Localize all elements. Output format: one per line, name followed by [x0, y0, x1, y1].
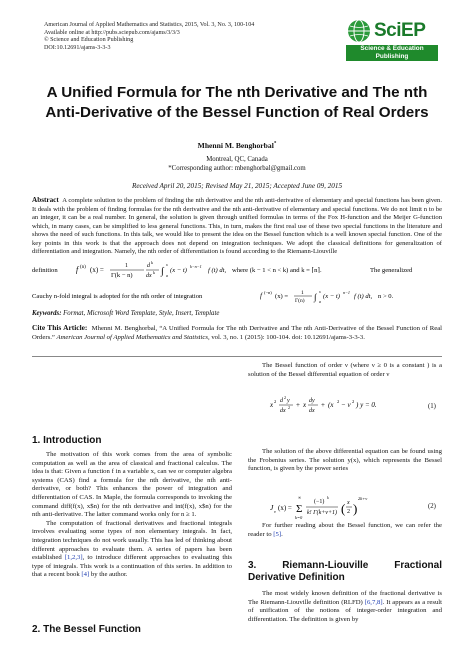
received-dates: Received April 20, 2015; Revised May 21, 2015; Accepted June 09, 2015	[131, 182, 343, 190]
citation-link-5[interactable]: [5]	[273, 530, 282, 538]
equation-2-number: (2)	[428, 503, 436, 510]
section-heading-riemann-liouville: 3. Riemann-Liouville Fractional Derivative Definition	[248, 560, 442, 583]
svg-text:+: +	[296, 401, 300, 409]
frobenius-text: The solution of the above differential equation can be found using the Frobenius series. The solution y(x), which represents the Bessel function, is given by the power series	[248, 448, 442, 473]
svg-text:where (k − 1 < n < k) and k =: where (k − 1 < n < k) and k = ⌈n⌉.	[232, 267, 322, 274]
svg-text:∫: ∫	[314, 292, 317, 302]
cauchy-tail: n > 0.	[378, 293, 394, 300]
copyright-line: © Science and Education Publishing	[44, 37, 134, 44]
svg-text:f: f	[76, 265, 79, 274]
abstract-label: Abstract	[32, 196, 59, 204]
svg-text:k: k	[327, 495, 329, 500]
rlfd-paragraph	[248, 590, 442, 624]
svg-text:dx: dx	[309, 408, 315, 414]
globe-icon	[346, 18, 372, 44]
bessel-intro-text: The Bessel function of order ν (where ν ≥ 0 is a constant ) is a solution of the Bessel differential equation of order ν	[248, 362, 442, 378]
svg-text:(x) =: (x) =	[90, 266, 104, 274]
further-reading-text: For further reading about the Bessel function, we can refer the reader to [5].	[248, 522, 442, 538]
svg-text:∫: ∫	[161, 266, 164, 277]
logo-wordmark: SciEP	[374, 20, 426, 41]
svg-text:dx: dx	[146, 273, 152, 279]
keywords-label: Keywords:	[32, 310, 62, 317]
abstract	[32, 196, 442, 257]
svg-text:x: x	[270, 401, 274, 409]
svg-text:(x) =: (x) =	[275, 293, 289, 300]
available-online-line[interactable]: Available online at http://pubs.sciepub.com/ajams/3/3/3	[44, 29, 180, 36]
svg-text:k: k	[151, 260, 153, 265]
bessel-equation-1	[248, 392, 442, 418]
journal-line: American Journal of Applied Mathematics and Statistics, 2015, Vol. 3, No. 3, 100-104	[44, 22, 255, 28]
rlfd-text: The most widely known definition of the fractional derivative is The Riemann-Liouville definition (RLFD) [6,7,8]. It appears as a result of unification of the notions of integer-order integration and differentiation. The definition is given by	[248, 590, 443, 623]
keywords-text: Format, Microsoft Word Template, Style, Insert, Template	[63, 310, 220, 317]
author-name: Mhenni M. Benghorbal*	[197, 141, 277, 150]
svg-text:dx: dx	[280, 408, 286, 414]
svg-text:) y = 0.: ) y = 0.	[356, 401, 377, 409]
introduction-body	[32, 451, 232, 580]
svg-text:d: d	[147, 263, 150, 269]
svg-text:2: 2	[352, 399, 355, 404]
cite-text: Mhenni M. Benghorbal, “A Unified Formula for The nth Derivative and The nth Anti-Derivative of the Bessel Function of Real Orders.”	[32, 325, 443, 341]
svg-text:(: (	[341, 501, 346, 516]
svg-text:y: y	[287, 398, 290, 404]
journal-header	[44, 22, 344, 52]
svg-text:(x − t): (x − t)	[323, 293, 340, 300]
svg-text:Σ: Σ	[296, 503, 303, 515]
further-reading-paragraph	[248, 522, 442, 539]
sciep-logo	[346, 18, 438, 64]
svg-text:J: J	[270, 503, 274, 512]
section-heading-introduction: 1. Introduction	[32, 435, 102, 446]
svg-text:2: 2	[288, 405, 290, 410]
cauchy-formula	[32, 286, 442, 306]
rl-definition-line	[32, 257, 442, 281]
citation-link-6-7-8[interactable]: [6,7,8]	[364, 598, 383, 606]
svg-text:− ν: − ν	[341, 401, 351, 409]
citation-link-1-2-3[interactable]: [1,2,3]	[64, 554, 83, 562]
corresponding-author: *Corresponding author: mbenghorbal@gmail.com	[168, 164, 306, 172]
logo-tagline	[346, 45, 438, 61]
svg-text:(n): (n)	[80, 265, 86, 270]
svg-text:Γ(n): Γ(n)	[295, 298, 305, 304]
logo-tagline-1: Science & Education	[360, 45, 424, 52]
svg-text:(−n): (−n)	[264, 290, 272, 295]
svg-text:ν: ν	[274, 509, 276, 514]
bessel-series-equation-2	[248, 492, 442, 522]
svg-text:k! Γ(k+ν+1): k! Γ(k+ν+1)	[307, 510, 337, 516]
frobenius-paragraph	[248, 448, 442, 474]
svg-text:2: 2	[337, 399, 340, 404]
affiliation-block	[0, 156, 474, 173]
keywords	[32, 310, 442, 317]
cite-label: Cite This Article:	[32, 323, 88, 332]
svg-text:x: x	[319, 289, 321, 294]
bessel-intro-paragraph	[248, 362, 442, 379]
svg-text:2: 2	[274, 399, 277, 404]
svg-text:x: x	[303, 401, 307, 409]
cite-this-article	[32, 324, 442, 342]
svg-text:k=0: k=0	[295, 515, 303, 520]
svg-text:∞: ∞	[298, 495, 302, 500]
svg-text:f (t) dt,: f (t) dt,	[354, 293, 373, 300]
paper-title	[20, 83, 454, 123]
title-line-2: Anti-Derivative of the Bessel Function of Real Orders	[45, 104, 429, 121]
definition-tail: The generalized	[370, 267, 413, 274]
definition-lead: definition	[32, 267, 58, 274]
svg-text:f: f	[260, 292, 262, 300]
svg-text:1: 1	[301, 290, 304, 296]
svg-text:a: a	[166, 273, 168, 278]
affiliation: Montreal, QC, Canada	[206, 156, 268, 163]
svg-text:d: d	[280, 398, 283, 404]
svg-text:(x − t): (x − t)	[170, 267, 187, 274]
abstract-text: A complete solution to the problem of finding the nth derivative and the nth anti-derivative of elementary and special functions has been given. It deals with the problem of finding formulas for the nth derivative and the nth anti-derivative of elementary and special functions. We do not limit n to be an integer, it can be a real number. In general, the solution is given through unified formulas in terms of the Fox H-function and the Meijer G-function which, in many cases, can be simplified to less general functions. This, in turn, makes the first real use of these two special functions in the literature and shows the need of such functions. In this talk, we would like to present the idea on the Bessel function which is a well known special function. One of the key points in this work is that the approach does not depend on integration techniques. We adopt the classical definitions for generalization of differentiation and integration. Namely, the nth order of differentiation is found according to the Riemann-Liouville	[32, 197, 443, 255]
citation-link-4[interactable]: [4]	[81, 571, 90, 579]
cauchy-lead: Cauchy n-fold integral is adopted for the nth order of integration	[32, 293, 203, 300]
intro-paragraph-2: The computation of fractional derivatives and fractional integrals involves evaluating some types of non elementary integrals. In fact, integration techniques do not work usually. This has led of thinking about different approaches to evaluate them. A series of papers has been established [1,2,3], to introduce different approaches to evaluating this type of integrals. This work is a continuation of this series. In addition to that a recent book [4] by the author.	[32, 519, 232, 579]
svg-text:k−n−1: k−n−1	[190, 264, 202, 269]
rl-definition-formula	[32, 257, 442, 281]
equation-1-number: (1)	[428, 403, 436, 410]
svg-text:2: 2	[347, 509, 350, 515]
cite-journal: American Journal of Applied Mathematics and Statistics	[56, 333, 208, 341]
svg-text:x: x	[166, 262, 168, 267]
svg-text:n−1: n−1	[343, 290, 351, 295]
intro-paragraph-1: The motivation of this work comes from the area of symbolic computation as well as the area of classical and fractional calculus. The idea is that: Given a function f in a variable x, can we or computer algebra systems (CAS) find a formula for the nth derivative, the nth anti-derivative, or both? This enhances the power of integration and differentiation of CAS. In Maple, the formula corresponds to invoking the command diff(f(x), x$n) for the nth derivative and int(f(x), x$n) for the nth anti-derivative. The latter command works only for n ≥ 1.	[32, 451, 232, 519]
svg-text:k: k	[153, 270, 155, 275]
section-divider	[32, 356, 442, 357]
cauchy-integral-line	[32, 286, 442, 306]
doi-line: DOI:10.12691/ajams-3-3-3	[44, 44, 111, 51]
svg-text:(x) =: (x) =	[278, 504, 292, 512]
svg-text:(−1): (−1)	[314, 499, 325, 505]
svg-text:f (t) dt,: f (t) dt,	[208, 267, 227, 274]
svg-text:2k+ν: 2k+ν	[358, 496, 368, 501]
title-line-1: A Unified Formula for The nth Derivative and The nth	[46, 84, 428, 101]
cite-tail: , vol. 3, no. 1 (2015): 100-104. doi: 10.12691/ajams-3-3-3.	[207, 333, 365, 341]
svg-text:2: 2	[284, 395, 286, 400]
svg-text:a: a	[319, 299, 321, 304]
logo-tagline-2: Publishing	[375, 53, 409, 61]
section-heading-bessel: 2. The Bessel Function	[32, 624, 141, 635]
svg-text:Γ(k − n): Γ(k − n)	[111, 272, 133, 279]
svg-text:(x: (x	[328, 401, 334, 409]
svg-text:+: +	[321, 401, 325, 409]
svg-text:dy: dy	[309, 398, 315, 404]
svg-text:x: x	[347, 500, 350, 506]
svg-text:): )	[353, 501, 358, 516]
svg-text:1: 1	[125, 263, 128, 269]
